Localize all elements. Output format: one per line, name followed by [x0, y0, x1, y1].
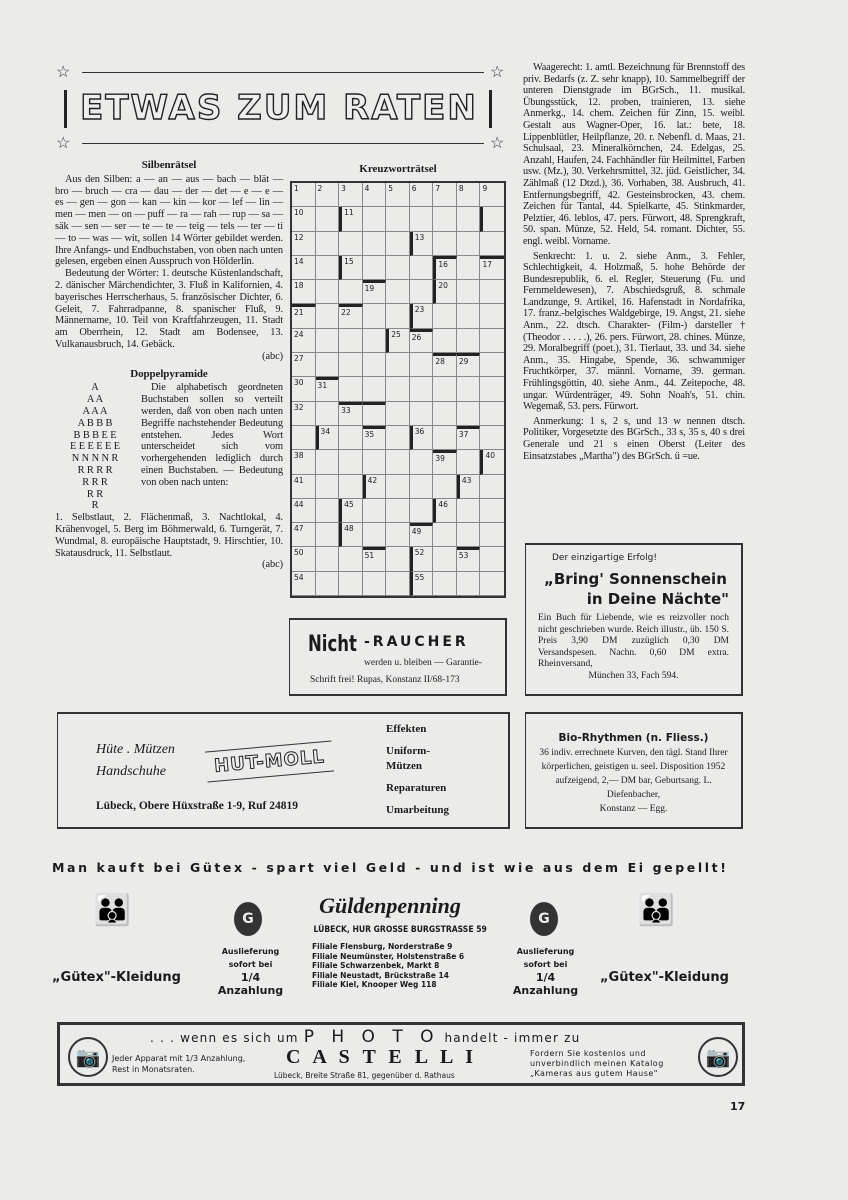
star-icon: ☆ — [490, 64, 505, 81]
crossword-cell[interactable] — [433, 523, 457, 547]
photographer-icon: 📷 — [698, 1037, 738, 1077]
crossword-cell[interactable]: 42 — [363, 475, 387, 499]
ad-raucher: -RAUCHER — [364, 634, 469, 650]
crossword-cell[interactable]: 35 — [363, 426, 387, 450]
crossword-cell[interactable] — [386, 499, 410, 523]
crossword-cell[interactable]: 22 — [339, 304, 363, 328]
crossword-cell[interactable]: 9 — [480, 183, 504, 207]
pyramide-list: 1. Selbstlaut, 2. Flächenmaß, 3. Nachtlokal, 4. Krähenvogel, 5. Berg im Böhmerwald, 6. Turngerät, 7. Wundmal, 8. europäische Hauptstadt, 9. Hirschtier, 10. Skatausdruck, 11. Selbstlaut. — [55, 512, 283, 559]
silbenraetsel-text: Aus den Silben: a — an — aus — bach — blät — bro — bruch — cra — dau — der — det — e — e — es — gen — gon — kan — kin — kor — lef — lin — men — men — on — puff — ra — rah — rup — sa — säk — sen — ser — te — te — teig — tels — ter — ti — to — was — wit, sollen 14 Wörter gebildet werden. Ihre Anfangs- und Endbuchstaben, von oben nach unten gelesen, ergeben einen Ausspruch von Hölderlin. — [55, 173, 283, 268]
divider — [489, 90, 492, 128]
service-item: Umarbeitung — [386, 804, 449, 816]
crossword-cell[interactable] — [363, 402, 387, 426]
crossword-cell[interactable]: 36 — [410, 426, 434, 450]
crossword-cell[interactable] — [363, 572, 387, 596]
crossword-cell[interactable]: 16 — [433, 256, 457, 280]
signature: (abc) — [262, 559, 283, 571]
crossword-cell[interactable]: 17 — [480, 256, 504, 280]
crossword-cell[interactable] — [457, 329, 481, 353]
crossword-cell[interactable] — [480, 475, 504, 499]
silbenraetsel-meanings: Bedeutung der Wörter: 1. deutsche Küstenlandschaft, 2. dänischer Märchendichter, 3. Fluß in Kalifornien, 4. bayerisches Herrscherhaus, 5. französischer Dichter, 6. Geleit, 7. Fahrradpanne, 8. spanischer Fluß, 9. Männername, 10. Teil von Kraftfahrzeugen, 11. Stadt am Oberrhein, 12. Stadt am Bodensee, 13. Vulkanausbruch, 14. Gebäck. — [55, 268, 283, 350]
crossword-cell[interactable] — [480, 402, 504, 426]
crossword-cell[interactable]: 2 — [316, 183, 340, 207]
service-item: Effekten — [386, 723, 427, 735]
crossword-cell[interactable] — [480, 377, 504, 401]
crossword-cell[interactable] — [386, 523, 410, 547]
crossword-cell[interactable] — [339, 426, 363, 450]
crossword-cell[interactable] — [480, 353, 504, 377]
crossword-cell[interactable] — [316, 256, 340, 280]
crossword-cell[interactable] — [457, 280, 481, 304]
pyramid-row: N N N N R — [71, 453, 119, 465]
pyramid-row: A — [91, 382, 99, 394]
crossword-cell[interactable]: 25 — [386, 329, 410, 353]
ad-store-name: Güldenpenning — [319, 893, 461, 918]
branch-item: Filiale Neustadt, Brückstraße 14 — [312, 970, 449, 980]
ad-body: 36 indiv. errechnete Kurven, den tägl. Stand Ihrer körperlichen, geistigen u. seel. Disposition 1952 aufzeigend, 2,— DM bar, Geburtsang. L. Diefenbacher, — [539, 748, 728, 800]
crossword-cell[interactable] — [386, 280, 410, 304]
crossword-cell[interactable] — [457, 523, 481, 547]
pyramid-row: A B B B — [77, 417, 113, 429]
crossword-cell[interactable] — [410, 353, 434, 377]
crossword-cell[interactable]: 39 — [433, 450, 457, 474]
crossword-cell[interactable] — [480, 572, 504, 596]
clues-across: Waagerecht: 1. amtl. Bezeichnung für Brennstoff des priv. Bedarfs (z. Z. sehr knapp), 10. Sammelbegriff der unteren Dienstgrade im BGrSch., 11. musikal. Übungsstück, 12. proben, trainieren, 13. siehe Anmerkg., 14. chem. Zeichen für Zinn, 15. weibl. Gestalt aus Wagner-Oper, 16. lat.: bete, 18. Lippenblütler, Heilpflanze, 20. r. Nebenfl. d. Maas, 21. Schulsaal, 23. Mineralkörnchen, 24. Edelgas, 25. Anzahl, Haufen, 24. Fachhändler für Heilmittel, Farben usw. (Mz.), 30. Verkehrsmittel, 32. jüd. Geistlicher, 34. Zählmaß (12 Dtzd.), 36. Vorhaben, 38. Ausbruch, 41. Entfernungsbegriff, 42. Gesteinsbrocken, 43. chem. Zeichen für Tantal, 44. Spielkarte, 45. Stinkmarder, Pelztier, 46. leblos, 47. pers. Fürwort, 48. Sprengkraft, 50. span. Münze, 52. Held, 54. romant. Dichter, 55. engl. weibl. Vorname. — [523, 62, 745, 247]
crossword-cell[interactable] — [386, 402, 410, 426]
crossword-cell[interactable]: 44 — [292, 499, 316, 523]
crossword-clues — [523, 62, 745, 462]
crossword-cell[interactable]: 51 — [363, 547, 387, 571]
crossword-cell[interactable]: 6 — [410, 183, 434, 207]
pyramid-row: A A — [86, 394, 104, 406]
crossword-cell[interactable] — [339, 547, 363, 571]
ad-line: Schrift frei! Rupas, Konstanz II/68-173 — [310, 675, 460, 685]
pyramid-row: B B B E E — [73, 429, 117, 441]
crossword-cell[interactable] — [316, 547, 340, 571]
crossword-cell[interactable]: 1 — [292, 183, 316, 207]
crossword-cell[interactable]: 53 — [457, 547, 481, 571]
crossword-grid — [290, 181, 506, 598]
crossword-cell[interactable] — [433, 547, 457, 571]
crossword-cell[interactable] — [386, 377, 410, 401]
crossword-cell[interactable]: 21 — [292, 304, 316, 328]
crossword-cell[interactable] — [363, 256, 387, 280]
ad-right-text — [530, 1049, 664, 1079]
crossword-cell[interactable] — [457, 256, 481, 280]
crossword-cell[interactable]: 10 — [292, 207, 316, 231]
ad-hut-moll — [57, 712, 510, 829]
crossword-cell[interactable]: 37 — [457, 426, 481, 450]
ad-title: Bio-Rhythmen (n. Fliess.) — [558, 732, 709, 744]
delivery-line: Auslieferung — [516, 947, 575, 956]
crossword-cell[interactable]: 46 — [433, 499, 457, 523]
crossword-cell[interactable]: 24 — [292, 329, 316, 353]
ad-title: „Bring' Sonnenschein — [544, 570, 727, 588]
text-line: „Kameras aus gutem Hause" — [530, 1069, 658, 1078]
crossword-cell[interactable] — [480, 499, 504, 523]
text-line: unverbindlich meinen Katalog — [530, 1059, 664, 1068]
delivery-line: 1/4 Anzahlung — [512, 971, 579, 997]
silbenraetsel — [55, 160, 283, 363]
crossword-cell[interactable] — [316, 402, 340, 426]
ad-delivery — [503, 945, 588, 997]
doppelpyramide — [55, 369, 283, 572]
divider — [82, 72, 484, 73]
crossword-cell[interactable] — [410, 475, 434, 499]
ad-brand-logo: HUT-MOLL — [205, 741, 334, 783]
crossword-cell[interactable] — [386, 256, 410, 280]
crossword-cell[interactable]: 47 — [292, 523, 316, 547]
crossword-cell[interactable]: 32 — [292, 402, 316, 426]
crossword-cell[interactable]: 28 — [433, 353, 457, 377]
crossword-cell[interactable] — [386, 547, 410, 571]
crossword-cell[interactable] — [386, 207, 410, 231]
crossword-cell[interactable] — [457, 377, 481, 401]
crossword-cell[interactable] — [410, 377, 434, 401]
crossword-cell[interactable] — [410, 207, 434, 231]
crossword-cell[interactable] — [433, 207, 457, 231]
crossword-cell[interactable] — [386, 232, 410, 256]
crossword-cell[interactable]: 52 — [410, 547, 434, 571]
crossword-cell[interactable]: 12 — [292, 232, 316, 256]
crossword-cell[interactable]: 38 — [292, 450, 316, 474]
crossword-cell[interactable] — [410, 402, 434, 426]
crossword-cell[interactable] — [480, 329, 504, 353]
ad-line: werden u. bleiben — Garantie- — [364, 658, 482, 668]
crossword-cell[interactable]: 31 — [316, 377, 340, 401]
crossword-cell[interactable]: 30 — [292, 377, 316, 401]
ad-nichtraucher — [289, 618, 507, 696]
crossword-cell[interactable]: 43 — [457, 475, 481, 499]
ad-body: Ein Buch für Liebende, wie es reizvoller noch nicht geschrieben wurde. Reich illustr., üb. 150 S. Preis 3,90 DM zuzüglich 0,30 DM Versandspesen. Nachn. 0,60 DM extra. Rheinversand, — [538, 613, 729, 669]
crossword-cell[interactable]: 3 — [339, 183, 363, 207]
crossword-cell[interactable] — [339, 377, 363, 401]
ad-castelli — [57, 1022, 745, 1086]
silbenraetsel-title: Silbenrätsel — [141, 159, 197, 171]
crossword-cell[interactable] — [410, 450, 434, 474]
crossword-cell[interactable]: 48 — [339, 523, 363, 547]
crossword-cell[interactable] — [363, 499, 387, 523]
crossword-cell[interactable] — [457, 402, 481, 426]
crossword-cell[interactable]: 15 — [339, 256, 363, 280]
text-line: Fordern Sie kostenlos und — [530, 1049, 646, 1058]
crossword-cell[interactable] — [339, 280, 363, 304]
crossword-cell[interactable]: 33 — [339, 402, 363, 426]
pyramide-intro: Die alphabetisch geordneten Buchstaben sollen so verteilt werden, daß von oben nach unten Begriffe nachstehender Bedeutung entstehen. Jedes Wort unterscheidet sich vom vorhergehenden lediglich durch einen Buchstaben. — Bedeutung von oben nach unten: — [141, 382, 283, 488]
headline-text: handelt - immer zu — [444, 1031, 581, 1045]
crossword-cell[interactable]: 49 — [410, 523, 434, 547]
star-icon: ☆ — [56, 64, 71, 81]
crossword-cell[interactable]: 13 — [410, 232, 434, 256]
crossword-cell[interactable] — [433, 475, 457, 499]
text-line: Rest in Monatsraten. — [112, 1065, 195, 1074]
ad-address: Konstanz — Egg. — [599, 804, 668, 814]
crossword-cell[interactable] — [363, 353, 387, 377]
crossword-cell[interactable] — [386, 304, 410, 328]
ad-brand: „Gütex"-Kleidung — [600, 970, 729, 985]
photographer-icon: 📷 — [68, 1037, 108, 1077]
crossword-cell[interactable] — [433, 329, 457, 353]
crossword-cell[interactable] — [316, 475, 340, 499]
crossword-cell[interactable] — [480, 280, 504, 304]
ad-address: Lübeck, Obere Hüxstraße 1-9, Ruf 24819 — [96, 800, 298, 812]
crossword-cell[interactable]: 29 — [457, 353, 481, 377]
branch-item: Filiale Neumünster, Holstenstraße 6 — [312, 951, 465, 961]
crossword-cell[interactable] — [480, 523, 504, 547]
crossword-cell[interactable] — [433, 377, 457, 401]
crossword-cell[interactable]: 55 — [410, 572, 434, 596]
ad-services — [386, 722, 449, 818]
letter-pyramid — [55, 382, 135, 512]
crossword-cell[interactable] — [316, 353, 340, 377]
gutex-family-illustration: 👪 — [93, 894, 132, 927]
left-column — [55, 160, 283, 571]
ad-address: München 33, Fach 594. — [588, 670, 679, 681]
pyramid-row: R R R — [82, 476, 108, 488]
crossword-cell[interactable] — [292, 426, 316, 450]
delivery-line: sofort bei — [228, 960, 273, 969]
crossword-cell[interactable] — [386, 475, 410, 499]
pyramid-row: E E E E E E — [70, 441, 120, 453]
crossword-cell[interactable]: 7 — [433, 183, 457, 207]
ad-items: Handschuhe — [96, 764, 166, 779]
star-icon: ☆ — [490, 135, 505, 152]
crossword-cell[interactable] — [457, 499, 481, 523]
crossword-cell[interactable]: 4 — [363, 183, 387, 207]
crossword-title: Kreuzworträtsel — [359, 163, 437, 175]
crossword-cell[interactable] — [316, 207, 340, 231]
crossword-cell[interactable] — [433, 402, 457, 426]
crossword-cell[interactable] — [386, 572, 410, 596]
crossword-cell[interactable]: 45 — [339, 499, 363, 523]
crossword-cell[interactable] — [480, 207, 504, 231]
ad-branches — [312, 942, 464, 990]
service-item: Mützen — [386, 760, 423, 772]
crossword-cell[interactable] — [457, 232, 481, 256]
pyramid-row: R R R R — [77, 464, 113, 476]
ad-castelli-name: C A S T E L L I — [286, 1046, 478, 1068]
crossword-cell[interactable] — [386, 353, 410, 377]
crossword-cell[interactable] — [410, 280, 434, 304]
crossword-cell[interactable] — [386, 450, 410, 474]
headline-text: . . . wenn es sich um — [150, 1031, 299, 1045]
crossword-cell[interactable] — [316, 329, 340, 353]
pyramid-row: A A A — [82, 405, 108, 417]
crossword-cell[interactable]: 18 — [292, 280, 316, 304]
crossword-cell[interactable] — [410, 256, 434, 280]
branch-item: Filiale Schwarzenbek, Markt 8 — [312, 961, 440, 970]
ad-bring-sonnenschein — [525, 543, 743, 696]
crossword-cell[interactable] — [363, 329, 387, 353]
coin-icon: G — [530, 902, 558, 936]
signature: (abc) — [262, 350, 283, 362]
crossword-cell[interactable]: 50 — [292, 547, 316, 571]
doppelpyramide-title: Doppelpyramide — [130, 367, 208, 380]
service-item: Uniform- — [386, 745, 430, 757]
ad-delivery — [208, 945, 293, 997]
crossword-cell[interactable]: 20 — [433, 280, 457, 304]
ad-kicker: Der einzigartige Erfolg! — [552, 553, 657, 563]
crossword-cell[interactable] — [433, 304, 457, 328]
ad-brand: „Gütex"-Kleidung — [52, 970, 181, 985]
crossword-cell[interactable]: 11 — [339, 207, 363, 231]
delivery-line: 1/4 Anzahlung — [217, 971, 284, 997]
crossword-cell[interactable] — [433, 232, 457, 256]
crossword-cell[interactable] — [410, 499, 434, 523]
crossword-cell[interactable] — [339, 572, 363, 596]
crossword-cell[interactable] — [457, 572, 481, 596]
crossword-cell[interactable] — [363, 207, 387, 231]
ad-left-text — [112, 1053, 245, 1075]
crossword-cell[interactable]: 34 — [316, 426, 340, 450]
crossword-cell[interactable] — [316, 523, 340, 547]
crossword-cell[interactable]: 40 — [480, 450, 504, 474]
crossword-cell[interactable] — [316, 450, 340, 474]
delivery-line: sofort bei — [523, 960, 568, 969]
crossword-cell[interactable] — [480, 426, 504, 450]
star-icon: ☆ — [56, 135, 71, 152]
page-number: 17 — [730, 1100, 746, 1113]
crossword-cell[interactable] — [316, 232, 340, 256]
crossword-cell[interactable]: 23 — [410, 304, 434, 328]
text-line: Jeder Apparat mit 1/3 Anzahlung, — [112, 1054, 246, 1063]
crossword-cell[interactable] — [316, 499, 340, 523]
crossword-cell[interactable]: 54 — [292, 572, 316, 596]
crossword-cell[interactable]: 27 — [292, 353, 316, 377]
ad-bio-rhythmen — [525, 712, 743, 829]
crossword-cell[interactable] — [339, 450, 363, 474]
crossword-cell[interactable]: 14 — [292, 256, 316, 280]
crossword-cell[interactable]: 41 — [292, 475, 316, 499]
gutex-family-illustration: 👪 — [637, 894, 676, 927]
crossword-cell[interactable] — [363, 304, 387, 328]
pyramid-row: R — [91, 500, 99, 512]
ad-store-address: LÜBECK, HUR GROSSE BURGSTRASSE 59 — [313, 925, 487, 935]
ad-items: Hüte . Mützen — [96, 742, 175, 757]
crossword-cell[interactable] — [433, 426, 457, 450]
crossword-cell[interactable] — [480, 304, 504, 328]
crossword-cell[interactable] — [363, 523, 387, 547]
divider — [82, 143, 484, 144]
clues-down: Senkrecht: 1. u. 2. siehe Anm., 3. Fehler, Schlechtigkeit, 4. Holzmaß, 5. hohe Behörde der Bundesrepublik, 6. el. Regler, Steuerung (Fu. und Fernmeldewesen), 7. Abschiedsgruß, 8. schmale Landzunge, 9. Artikel, 16. Hafenstadt in Nordafrika, 17. franz.-belgisches Waldgebirge, 19. Angst, 21. siehe Anm., 22. dtsch. Charakter- (Film-) darsteller † (Theodor . . . . .), 26. pers. Fürwort, 28. chines. Münze, 29. Moralbegriff (poet.), 31. Tierlaut, 33. und 34. siehe Anm., 35. Hingabe, Spende, 36. schwammiger Fruchtkörper, 37. männl. Vorname, 39. german. Frühlingsgöttin, 40. siehe Anm., 44. Zeitepoche, 48. ungar. Würdenträger, 49. Sohn Noah's, 51. chin. Wegemaß, 53. pers. Fürwort. — [523, 250, 745, 413]
ad-address: Lübeck, Breite Straße 81, gegenüber d. Rathaus — [274, 1071, 455, 1080]
photo-word: P H O T O — [303, 1027, 440, 1047]
crossword-cell[interactable] — [339, 329, 363, 353]
crossword-cell[interactable] — [363, 450, 387, 474]
crossword-cell[interactable] — [339, 353, 363, 377]
crossword-cell[interactable] — [339, 475, 363, 499]
service-item: Reparaturen — [386, 782, 447, 794]
crossword-cell[interactable] — [363, 377, 387, 401]
page-title: ETWAS ZUM RATEN — [80, 88, 478, 128]
clues-note: Anmerkung: 1 s, 2 s, und 13 w nennen dtsch. Politiker, Vorgesetzte des BGrSch., 33 s, 35 s, 40 s drei Generale und 21 s einen Oberst (Leiter des Einsatzstabes „Martha") des BGrSch. ü =ue. — [523, 415, 745, 462]
crossword-cell[interactable] — [480, 547, 504, 571]
crossword-cell[interactable] — [480, 232, 504, 256]
crossword-cell[interactable] — [339, 232, 363, 256]
pyramid-row: R R — [86, 488, 104, 500]
crossword-cell[interactable] — [433, 572, 457, 596]
crossword-cell[interactable] — [457, 450, 481, 474]
crossword-cell[interactable] — [316, 572, 340, 596]
crossword-cell[interactable] — [316, 280, 340, 304]
crossword-cell[interactable]: 5 — [386, 183, 410, 207]
ad-headline — [150, 1028, 580, 1047]
crossword-cell[interactable] — [386, 426, 410, 450]
ad-nicht: Nicht — [308, 632, 357, 657]
crossword-cell[interactable]: 19 — [363, 280, 387, 304]
crossword-cell[interactable]: 8 — [457, 183, 481, 207]
ad-title: in Deine Nächte" — [586, 590, 729, 608]
crossword-cell[interactable] — [457, 304, 481, 328]
crossword-cell[interactable] — [457, 207, 481, 231]
divider — [64, 90, 67, 128]
coin-icon: G — [234, 902, 262, 936]
branch-item: Filiale Kiel, Knooper Weg 118 — [312, 980, 437, 989]
delivery-line: Auslieferung — [221, 947, 280, 956]
crossword-cell[interactable] — [316, 304, 340, 328]
crossword-cell[interactable]: 26 — [410, 329, 434, 353]
crossword-cell[interactable] — [363, 232, 387, 256]
ad-gutex-slogan: Man kauft bei Gütex - spart viel Geld - und ist wie aus dem Ei gepellt! — [52, 860, 729, 875]
branch-item: Filiale Flensburg, Norderstraße 9 — [312, 942, 453, 951]
